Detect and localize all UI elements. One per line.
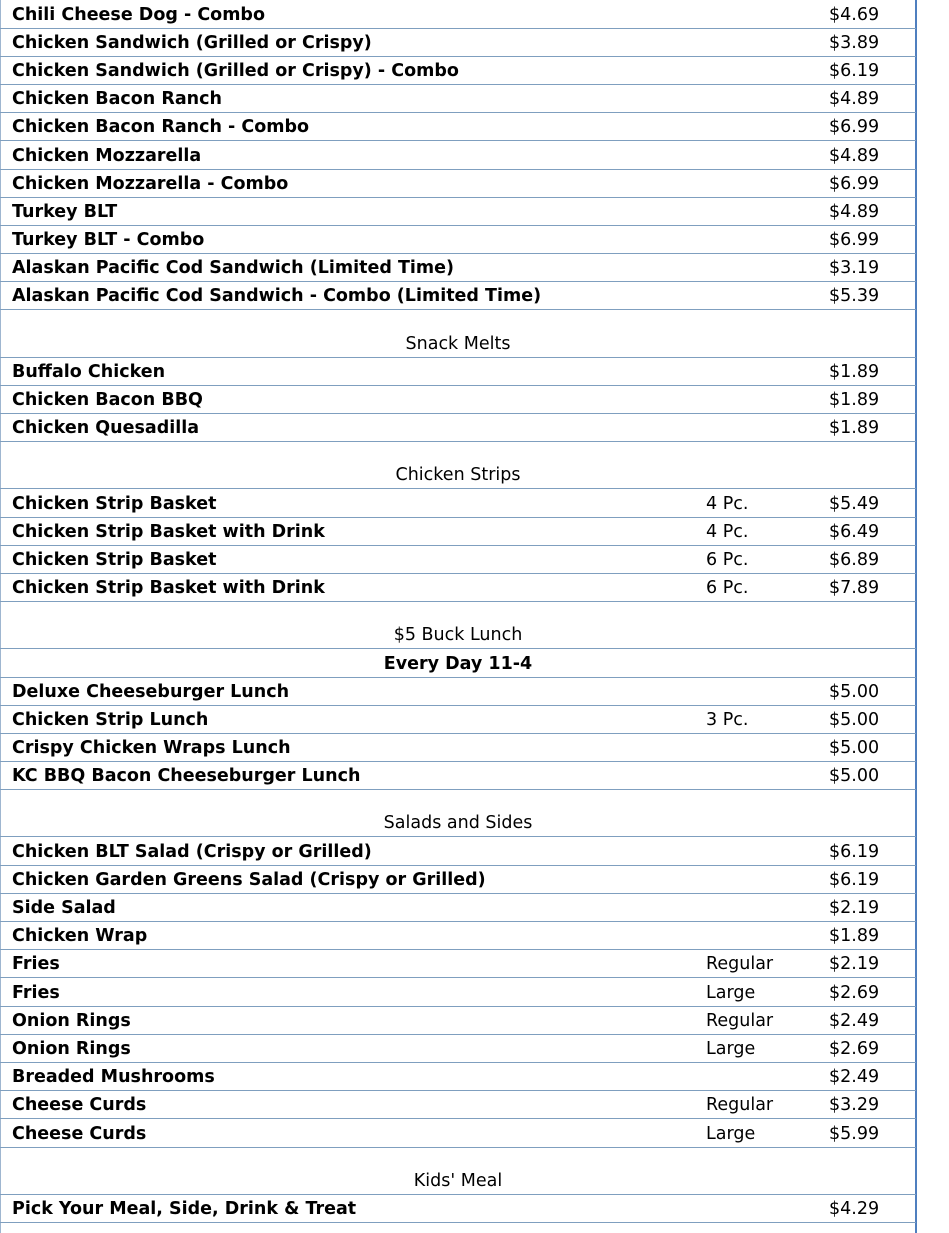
item-size: Regular [706, 1010, 774, 1031]
section-spacer [0, 442, 916, 461]
menu-item-row [0, 1007, 916, 1035]
item-price: $4.89 [829, 145, 880, 166]
item-name: Chili Cheese Dog - Combo [12, 4, 265, 25]
menu-item-row [0, 198, 916, 226]
menu-item-row [0, 113, 916, 141]
section-subtitle: Every Day 11-4 [383, 653, 533, 674]
item-price: $1.89 [829, 926, 880, 947]
item-name: Chicken Sandwich (Grilled or Crispy) [12, 32, 372, 53]
section-spacer [0, 602, 916, 621]
item-name: Onion Rings [12, 1038, 131, 1059]
item-price: $6.99 [829, 230, 880, 251]
item-name: Chicken Strip Lunch [12, 709, 209, 730]
menu-item-row [0, 1119, 916, 1147]
section-header [0, 461, 916, 489]
item-size: Large [706, 1038, 756, 1059]
section-title: Chicken Strips [395, 465, 521, 486]
menu-item-row [0, 141, 916, 169]
menu-item-row [0, 358, 916, 386]
item-name: Alaskan Pacific Cod Sandwich - Combo (Limited Time) [12, 286, 542, 307]
section-title: $5 Buck Lunch [393, 625, 523, 646]
item-name: Buffalo Chicken [12, 361, 166, 382]
menu-item-row [0, 894, 916, 922]
item-name: Chicken Garden Greens Salad (Crispy or Grilled) [12, 869, 486, 890]
menu-item-row [0, 489, 916, 517]
item-size: 3 Pc. [706, 709, 749, 730]
item-price: $5.00 [829, 766, 880, 787]
item-price: $4.29 [829, 1198, 880, 1219]
item-price: $2.19 [829, 954, 880, 975]
item-name: Chicken Bacon Ranch [12, 89, 222, 110]
item-price: $6.99 [829, 173, 880, 194]
item-name: Turkey BLT - Combo [12, 230, 205, 251]
menu-item-row [0, 734, 916, 762]
menu-item-row [0, 29, 916, 57]
item-name: Cheese Curds [12, 1095, 147, 1116]
menu-item-row [0, 762, 916, 790]
item-name: Side Salad [12, 898, 116, 919]
item-name: KC BBQ Bacon Cheeseburger Lunch [12, 766, 361, 787]
menu-item-row [0, 0, 916, 29]
menu-item-row [0, 678, 916, 706]
item-price: $1.89 [829, 418, 880, 439]
menu-item-row [0, 978, 916, 1006]
section-spacer [0, 310, 916, 329]
menu-item-row [0, 170, 916, 198]
item-name: Chicken Strip Basket [12, 493, 217, 514]
item-size: Regular [706, 1095, 774, 1116]
menu-item-row [0, 866, 916, 894]
item-name: Cheese Curds [12, 1123, 147, 1144]
menu-item-row [0, 226, 916, 254]
item-name: Chicken Mozzarella [12, 145, 202, 166]
item-price: $1.89 [829, 361, 880, 382]
item-name: Onion Rings [12, 1010, 131, 1031]
menu-item-row [0, 837, 916, 865]
item-price: $3.89 [829, 32, 880, 53]
menu-item-row [0, 414, 916, 442]
item-name: Alaskan Pacific Cod Sandwich (Limited Time) [12, 258, 454, 279]
item-price: $5.39 [829, 286, 880, 307]
item-price: $2.49 [829, 1010, 880, 1031]
item-name: Deluxe Cheeseburger Lunch [12, 681, 290, 702]
item-name: Fries [12, 954, 60, 975]
item-price: $2.49 [829, 1067, 880, 1088]
section-header [0, 1167, 916, 1195]
item-price: $5.00 [829, 709, 880, 730]
item-size: Large [706, 1123, 756, 1144]
item-name: Chicken Wrap [12, 926, 148, 947]
item-price: $2.69 [829, 982, 880, 1003]
item-price: $6.19 [829, 869, 880, 890]
item-price: $5.00 [829, 738, 880, 759]
item-price: $2.69 [829, 1038, 880, 1059]
section-title: Kids' Meal [413, 1170, 503, 1191]
item-price: $4.89 [829, 201, 880, 222]
item-name: Crispy Chicken Wraps Lunch [12, 738, 291, 759]
item-price: $7.89 [829, 578, 880, 599]
item-price: $3.19 [829, 258, 880, 279]
item-size: Large [706, 982, 756, 1003]
item-price: $4.89 [829, 89, 880, 110]
item-name: Chicken Bacon BBQ [12, 390, 203, 411]
section-title: Salads and Sides [383, 813, 533, 834]
section-spacer [0, 790, 916, 809]
menu-item-row [0, 1035, 916, 1063]
item-price: $6.19 [829, 60, 880, 81]
menu-item-row [0, 1091, 916, 1119]
menu-item-row [0, 57, 916, 85]
item-name: Chicken Bacon Ranch - Combo [12, 117, 310, 138]
item-size: 6 Pc. [706, 549, 749, 570]
section-header [0, 329, 916, 357]
menu-item-row [0, 386, 916, 414]
item-name: Chicken Strip Basket with Drink [12, 578, 325, 599]
menu-item-row [0, 1195, 916, 1223]
item-size: Regular [706, 954, 774, 975]
menu-item-row [0, 950, 916, 978]
item-name: Pick Your Meal, Side, Drink & Treat [12, 1198, 357, 1219]
item-price: $5.00 [829, 681, 880, 702]
item-price: $6.89 [829, 549, 880, 570]
item-size: 4 Pc. [706, 493, 749, 514]
item-size: 6 Pc. [706, 578, 749, 599]
item-name: Chicken Mozzarella - Combo [12, 173, 289, 194]
section-spacer [0, 1148, 916, 1167]
menu-item-row [0, 282, 916, 310]
section-subheader [0, 649, 916, 677]
menu-item-row [0, 85, 916, 113]
section-header [0, 809, 916, 837]
menu-item-row [0, 922, 916, 950]
item-name: Chicken Quesadilla [12, 418, 200, 439]
menu-item-row [0, 1063, 916, 1091]
item-price: $1.89 [829, 390, 880, 411]
item-name: Chicken Strip Basket with Drink [12, 521, 325, 542]
item-price: $5.99 [829, 1123, 880, 1144]
item-name: Breaded Mushrooms [12, 1067, 215, 1088]
section-header [0, 621, 916, 649]
section-title: Snack Melts [405, 333, 511, 354]
menu-item-row [0, 574, 916, 602]
item-price: $2.19 [829, 898, 880, 919]
item-price: $4.69 [829, 4, 880, 25]
item-name: Turkey BLT [12, 201, 118, 222]
menu-item-row [0, 518, 916, 546]
item-price: $6.19 [829, 841, 880, 862]
item-name: Fries [12, 982, 60, 1003]
item-price: $3.29 [829, 1095, 880, 1116]
item-name: Chicken Sandwich (Grilled or Crispy) - Combo [12, 60, 459, 81]
item-price: $6.99 [829, 117, 880, 138]
menu-item-row [0, 254, 916, 282]
item-price: $5.49 [829, 493, 880, 514]
item-size: 4 Pc. [706, 521, 749, 542]
item-price: $6.49 [829, 521, 880, 542]
item-name: Chicken BLT Salad (Crispy or Grilled) [12, 841, 372, 862]
item-name: Chicken Strip Basket [12, 549, 217, 570]
menu-item-row [0, 546, 916, 574]
menu-item-row [0, 706, 916, 734]
